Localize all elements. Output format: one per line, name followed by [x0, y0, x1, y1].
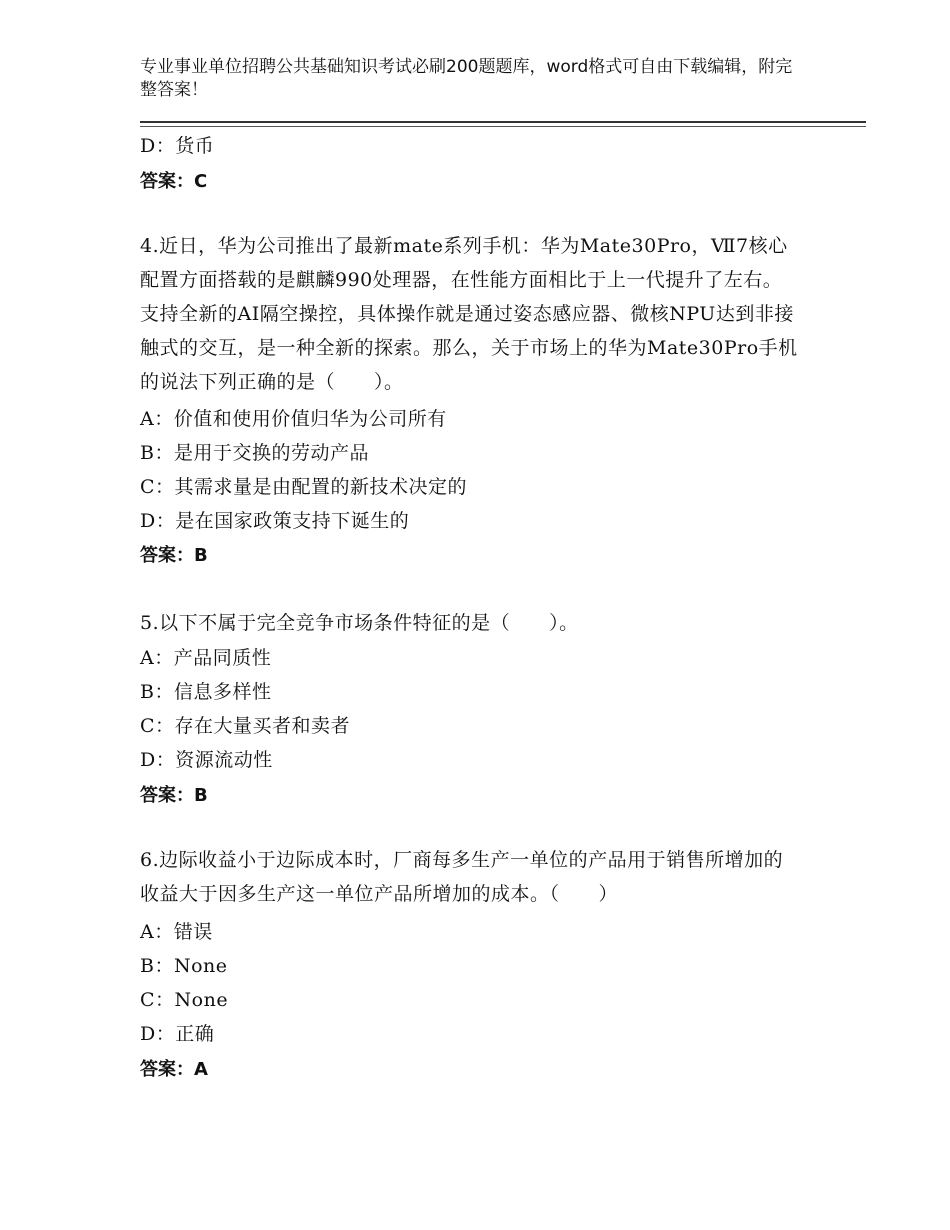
- q6-stem: 6.边际收益小于边际成本时，厂商每多生产一单位的产品用于销售所增加的收益大于因多生产这一单位产品所增加的成本。（ ）: [140, 849, 784, 905]
- q4-option-b: B：是用于交换的劳动产品: [140, 442, 369, 464]
- q5-stem: 5.以下不属于完全竞争市场条件特征的是（ ）。: [140, 612, 579, 634]
- q5-option-b: B：信息多样性: [140, 681, 272, 703]
- q6-option-d: D：正确: [140, 1023, 215, 1045]
- document-header: 专业事业单位招聘公共基础知识考试必刷200题题库，word格式可自由下载编辑，附完整答案！: [140, 57, 793, 100]
- q6-option-b: B：None: [140, 955, 228, 977]
- q6-answer: 答案：A: [140, 1059, 208, 1080]
- q4-option-c: C：其需求量是由配置的新技术决定的: [140, 476, 468, 498]
- q4-stem: 4.近日，华为公司推出了最新mate系列手机：华为Mate30Pro，Ⅶ7核心配置方面搭载的是麒麟990处理器，在性能方面相比于上一代提升了左右。支持全新的AI隔空操控，具体操作就是通过姿态感应器、微核NPU达到非接触式的交互，是一种全新的探索。那么，关于市场上的华为Mate30Pro手机的说法下列正确的是（ ）。: [140, 235, 798, 393]
- q5-answer: 答案：B: [140, 785, 208, 806]
- q5-option-c: C：存在大量买者和卖者: [140, 715, 351, 737]
- q4-option-a: A：价值和使用价值归华为公司所有: [140, 408, 447, 430]
- q3-option-d: D：货币: [140, 135, 215, 157]
- q3-answer: 答案：C: [140, 171, 208, 192]
- q4-option-d: D：是在国家政策支持下诞生的: [140, 510, 410, 532]
- q5-option-a: A：产品同质性: [140, 647, 272, 669]
- q6-option-a: A：错误: [140, 921, 213, 943]
- q4-answer: 答案：B: [140, 545, 208, 566]
- header-rule-thin: [140, 126, 866, 127]
- q5-option-d: D：资源流动性: [140, 749, 273, 771]
- header-rule-thick: [140, 121, 866, 123]
- q6-option-c: C：None: [140, 989, 229, 1011]
